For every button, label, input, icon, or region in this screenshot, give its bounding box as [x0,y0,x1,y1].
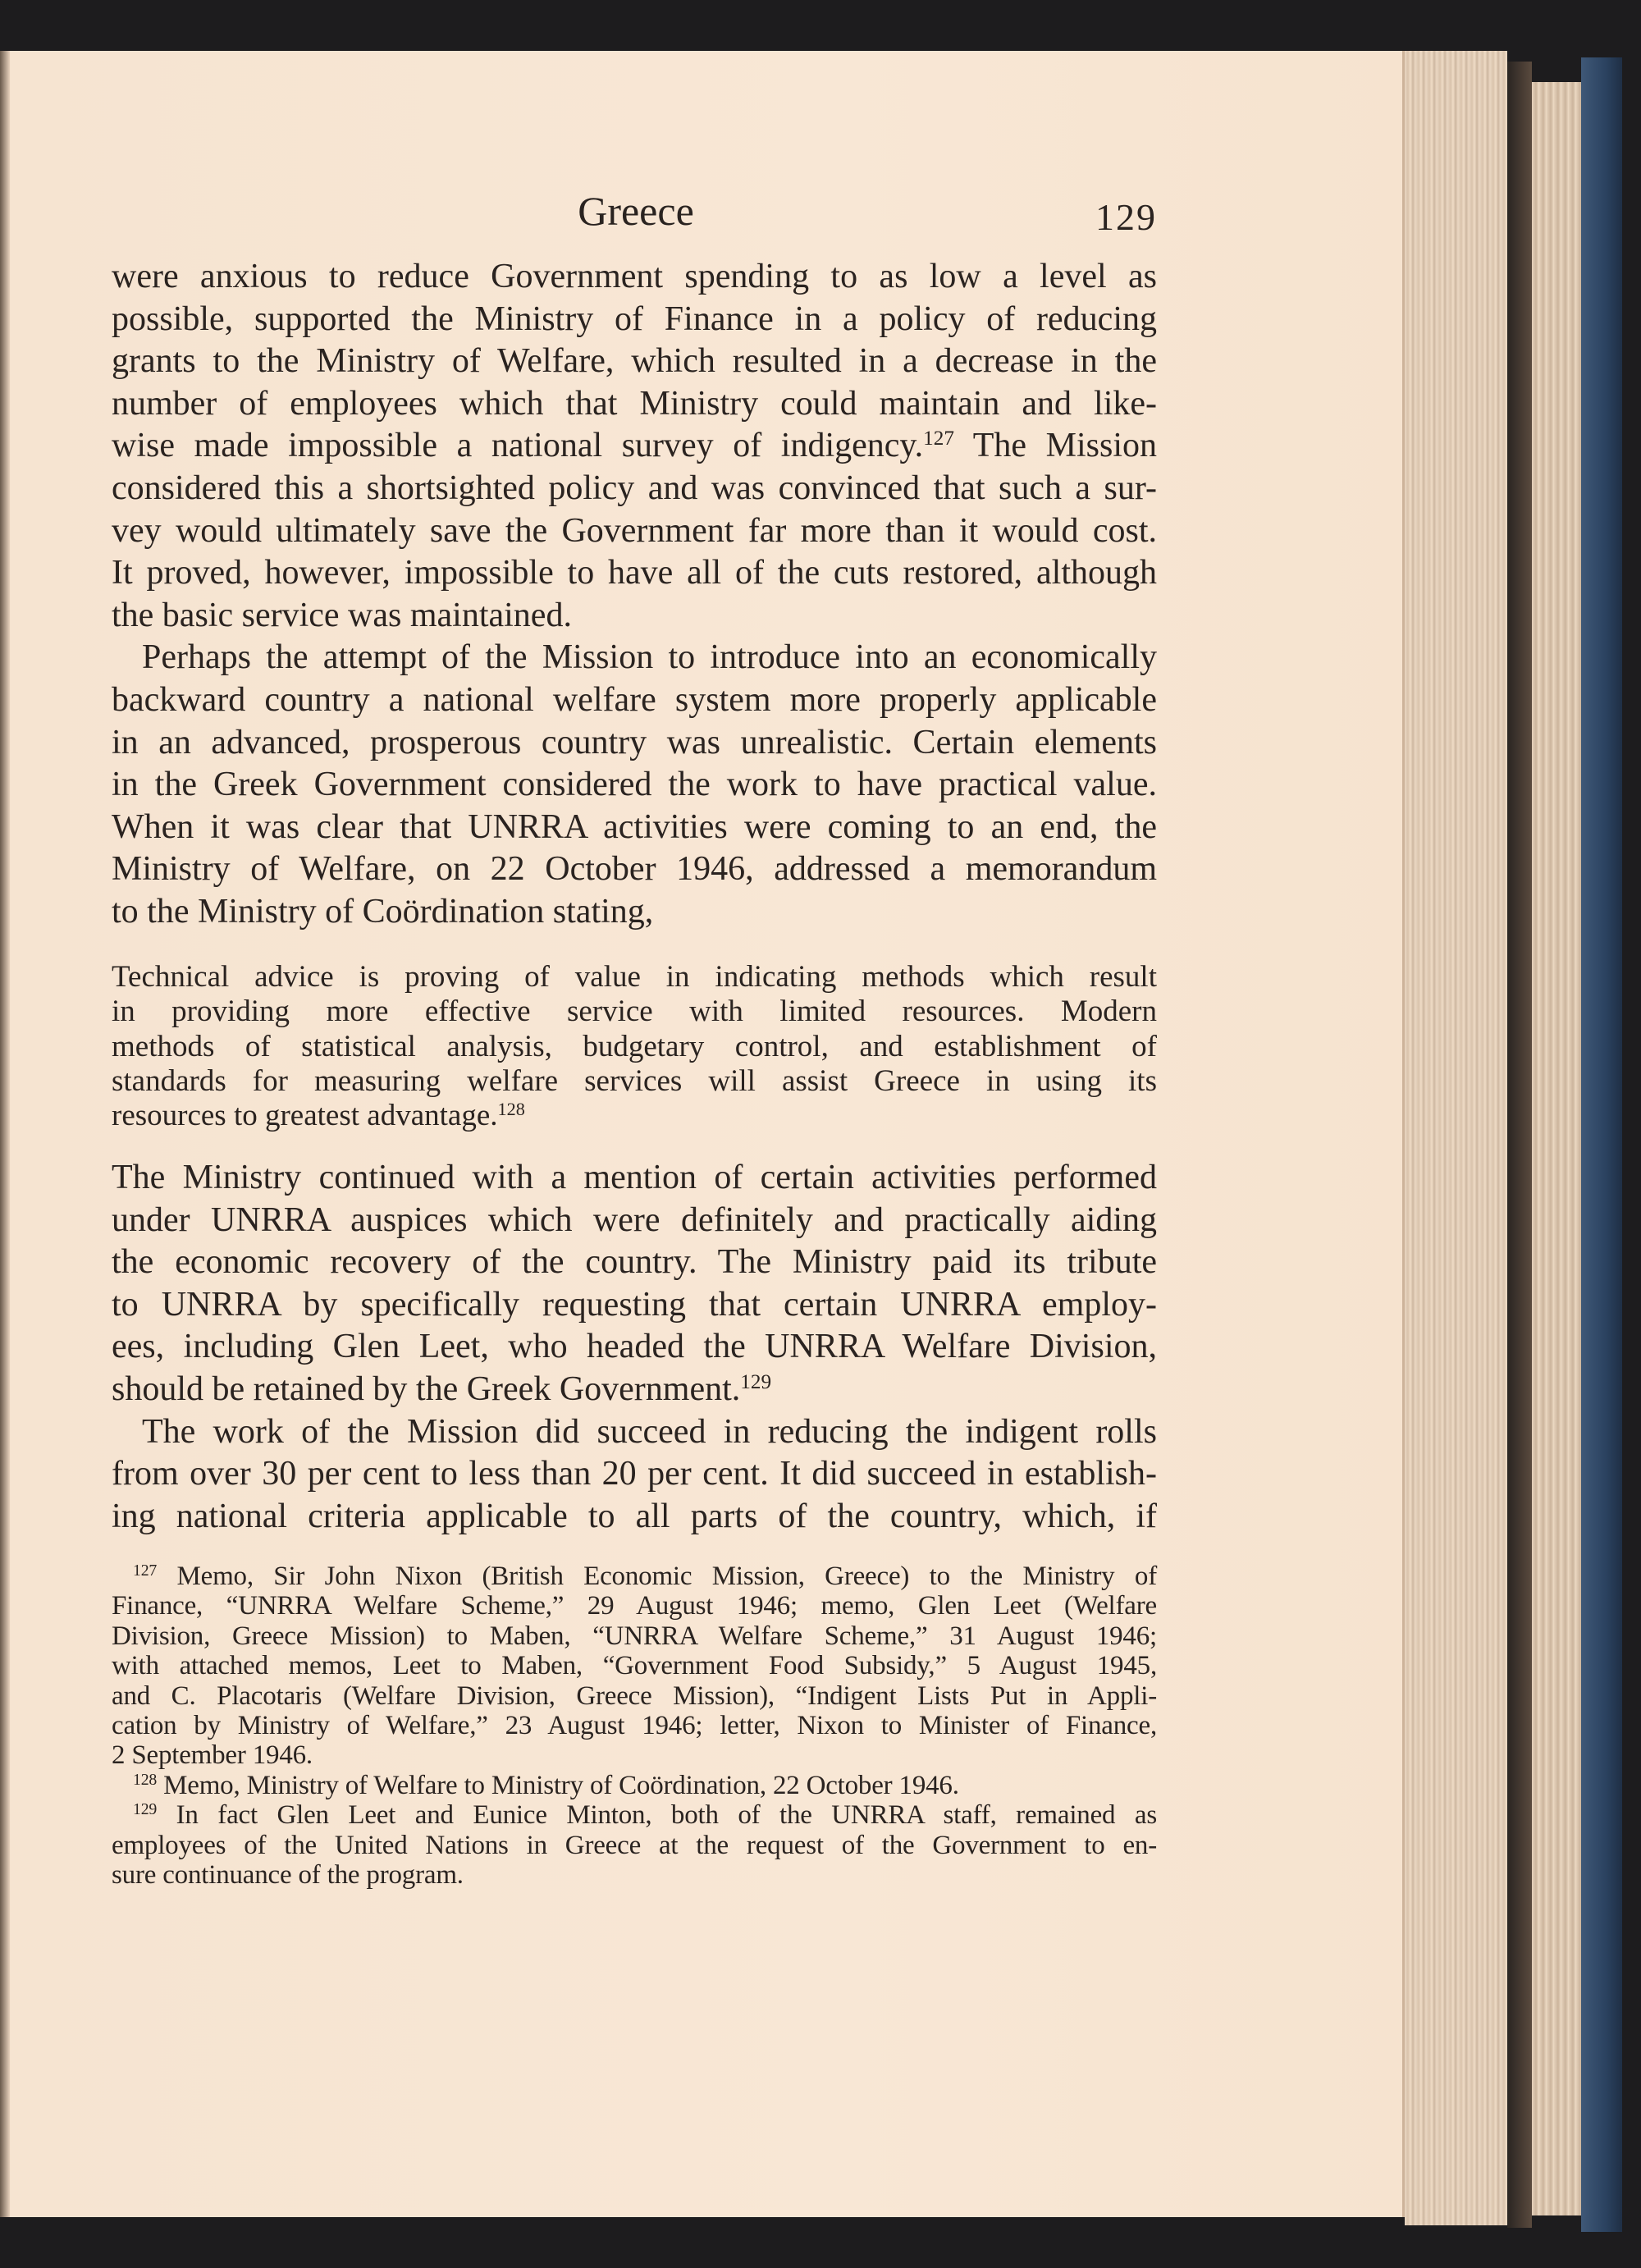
paragraph [112,1157,1157,1411]
footnote-marker: 129 [740,1371,772,1394]
line-text: wise made impossible a national survey of indigency. [112,427,924,465]
text-line [112,1369,1157,1411]
text-line: to the Ministry of Coördination stating, [112,892,654,931]
line-text: resources to greatest advantage. [112,1099,498,1133]
text-line: in providing more effective service with limited resources. Modern [112,995,1157,1029]
footnote-marker: 128 [497,1098,525,1119]
text-line: number of employees which that Ministry could maintain and like- [112,384,1157,423]
text-line: Finance, “UNRRA Welfare Scheme,” 29 August 1946; memo, Glen Leet (Welfare [112,1591,1157,1621]
text-line: vey would ultimately save the Government far more than it would cost. [112,511,1157,550]
text-line: Perhaps the attempt of the Mission to introduce into an economically [142,638,1157,677]
text-line: It proved, however, impossible to have all of the cuts restored, although [112,554,1157,592]
text-line [112,1099,1157,1133]
line-text: Memo, Ministry of Welfare to Ministry of Coördination, 22 October 1946. [157,1770,959,1800]
text-line: in an advanced, prosperous country was unrealistic. Certain elements [112,723,1157,761]
footnote-marker: 127 [133,1562,158,1580]
text-line [112,1800,1157,1830]
text-line: sure continuance of the program. [112,1859,464,1890]
text-line [112,425,1157,468]
text-line: to UNRRA by specifically requesting that certain UNRRA employ- [112,1285,1157,1324]
text-line [112,1562,1157,1591]
paragraph [112,256,1157,637]
footnotes [112,1562,1157,1890]
cover-gap [1507,62,1532,2228]
gutter-shadow [0,51,10,2217]
footnote-marker: 128 [133,1770,158,1789]
line-text: In fact Glen Leet and Eunice Minton, both of the UNRRA staff, remained as [157,1800,1157,1831]
text-line: employees of the United Nations in Greece at the request of the Government to en- [112,1830,1157,1860]
text-line: were anxious to reduce Government spending to as low a level as [112,258,1157,295]
text-line: standards for measuring welfare services will assist Greece in using its [112,1063,1157,1098]
paragraph [112,637,1157,933]
text-line [112,1771,1157,1800]
text-line: with attached memos, Leet to Maben, “Government Food Subsidy,” 5 August 1945, [112,1651,1157,1681]
page-block-edges [1405,51,1507,2225]
text-line: cation by Ministry of Welfare,” 23 August 1946; letter, Nixon to Minister of Finance, [112,1710,1157,1740]
text-line: When it was clear that UNRRA activities were coming to an end, the [112,807,1157,846]
text-line: Technical advice is proving of value in indicating methods which result [112,960,1157,994]
line-text: The Mission [953,427,1157,465]
footnote [112,1800,1157,1890]
block-quote [112,960,1157,1133]
back-page-edges [1532,82,1581,2215]
text-line: possible, supported the Ministry of Finance in a policy of reducing [112,300,1157,338]
line-text: should be retained by the Greek Government. [112,1369,741,1408]
text-line: from over 30 per cent to less than 20 per cent. It did succeed in establish- [112,1455,1157,1493]
block-quote [112,960,1157,1133]
text-line: ees, including Glen Leet, who headed the UNRRA Welfare Division, [112,1328,1157,1366]
page-number: 129 [1095,196,1157,238]
text-line: The work of the Mission did succeed in reducing the indigent rolls [142,1412,1157,1451]
line-text: Memo, Sir John Nixon (British Economic Mission, Greece) to the Ministry of [157,1562,1157,1591]
book-cover [1581,57,1622,2232]
text-line: The Ministry continued with a mention of certain activities performed [112,1159,1157,1196]
text-line: 2 September 1946. [112,1740,313,1771]
text-line: under UNRRA auspices which were definitely and practically aiding [112,1200,1157,1239]
text-line: grants to the Ministry of Welfare, which resulted in a decrease in the [112,342,1157,381]
footnote-marker: 127 [923,428,954,450]
text-line: backward country a national welfare system more properly applicable [112,680,1157,719]
text-line: and C. Placotaris (Welfare Division, Greece Mission), “Indigent Lists Put in Appli- [112,1680,1157,1711]
footnote [112,1562,1157,1771]
paragraph [112,1411,1157,1539]
text-line: Ministry of Welfare, on 22 October 1946, addressed a memorandum [112,850,1157,889]
text-line: considered this a shortsighted policy and was convinced that such a sur- [112,469,1157,507]
paragraphs-2 [112,1157,1157,1538]
text-line: the economic recovery of the country. The Ministry paid its tribute [112,1243,1157,1282]
paragraphs-1 [112,256,1157,934]
text-line: in the Greek Government considered the work to have practical value. [112,766,1157,804]
text-line: ing national criteria applicable to all parts of the country, which, if [112,1497,1157,1535]
text-line: the basic service was maintained. [112,596,572,634]
running-head: Greece [578,188,694,234]
text-line: Division, Greece Mission) to Maben, “UNRRA Welfare Scheme,” 31 August 1946; [112,1621,1157,1651]
footnote [112,1771,1157,1800]
footnote-marker: 129 [133,1800,158,1819]
text-line: methods of statistical analysis, budgetary control, and establishment of [112,1029,1157,1063]
